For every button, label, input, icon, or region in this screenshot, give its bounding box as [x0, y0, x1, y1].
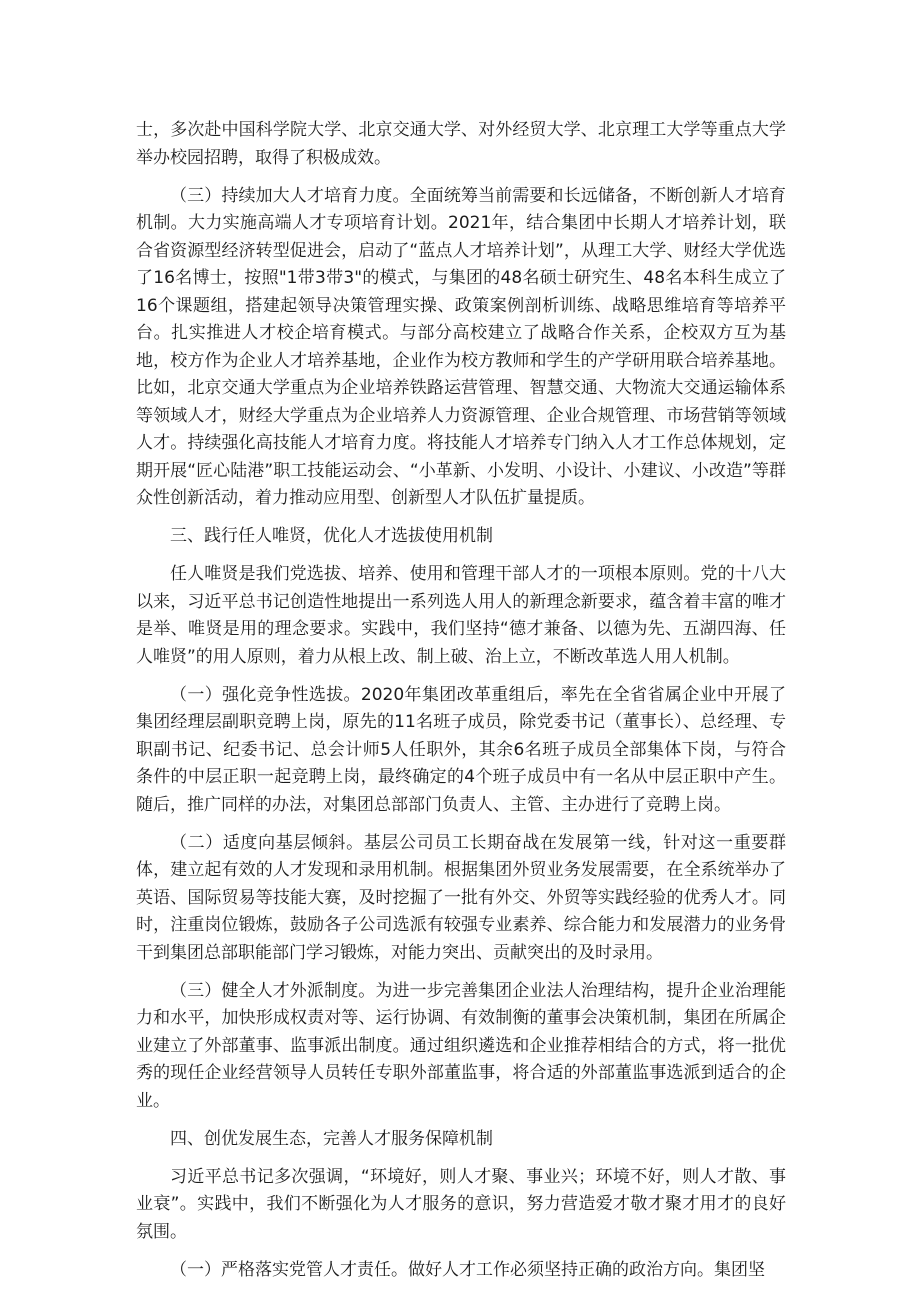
section-heading-3: 三、践行任人唯贤，优化人才选拔使用机制: [170, 526, 493, 546]
section-heading-4: 四、创优发展生态，完善人才服务保障机制: [170, 1128, 493, 1149]
paragraph-campus-recruitment: 士，多次赴中国科学院大学、北京交通大学、对外经贸大学、北京理工大学等重点大学举办校园招聘，取得了积极成效。: [136, 120, 786, 168]
paragraph-party-responsibility: （一）严格落实党管人才责任。做好人才工作必须坚持正确的政治方向。集团坚: [170, 1259, 765, 1280]
paragraph-talent-cultivation: （三）持续加大人才培育力度。全面统筹当前需要和长远储备，不断创新人才培育机制。大力实施高端人才专项培育计划。2021年，结合集团中长期人才培养计划，联合省资源型经济转型促进会，启动了“蓝点人才培养计划”，从理工大学、财经大学优选了16名博士，按照"1带3带3"的模式，与集团的48名硕士研究生、48名本科生成立了16个课题组，搭建起领导决策管理实操、政策案例剖析训练、战略思维培育等培养平台。扎实推进人才校企培育模式。与部分高校建立了战略合作关系，企校双方互为基地，校方作为企业人才培养基地，企业作为校方教师和学生的产学研用联合培养基地。比如，北京交通大学重点为企业培养铁路运营管理、智慧交通、大物流大交通运输体系等领域人才，财经大学重点为企业培养人力资源管理、企业合规管理、市场营销等领域人才。持续强化高技能人才培育力度。将技能人才培养专门纳入人才工作总体规划，定期开展“匠心陆港”职工技能运动会、“小革新、小发明、小设计、小建议、小改造”等群众性创新活动，着力推动应用型、创新型人才队伍扩量提质。: [136, 185, 786, 508]
paragraph-competitive-selection: （一）强化竞争性选拔。2020年集团改革重组后，率先在全省省属企业中开展了集团经理层副职竞聘上岗，原先的11名班子成员，除党委书记（董事长）、总经理、专职副书记、纪委书记、总会计师5人任职外，其余6名班子成员全部集体下岗，与符合条件的中层正职一起竞聘上岗，最终确定的4个班子成员中有一名从中层正职中产生。随后，推广同样的办法，对集团总部部门负责人、主管、主办进行了竞聘上岗。: [136, 684, 786, 815]
paragraph-environment-quote: 习近平总书记多次强调，“环境好，则人才聚、事业兴；环境不好，则人才散、事业衰”。实践中，我们不断强化为人才服务的意识，努力营造爱才敬才聚才用才的良好氛围。: [136, 1166, 786, 1242]
document-page: [136, 117, 786, 1295]
paragraph-merit-principle: 任人唯贤是我们党选拔、培养、使用和管理干部人才的一项根本原则。党的十八大以来，习近平总书记创造性地提出一系列选人用人的新理念新要求，蕴含着丰富的唯才是举、唯贤是用的理念要求。实践中，我们坚持“德才兼备、以德为先、五湖四海、任人唯贤”的用人原则，着力从根上改、制上破、治上立，不断改革选人用人机制。: [136, 564, 786, 667]
paragraph-grassroots: （二）适度向基层倾斜。基层公司员工长期奋战在发展第一线，针对这一重要群体，建立起有效的人才发现和录用机制。根据集团外贸业务发展需要，在全系统举办了英语、国际贸易等技能大赛，及时挖掘了一批有外交、外贸等实践经验的优秀人才。同时，注重岗位锻炼，鼓励各子公司选派有较强专业素养、综合能力和发展潜力的业务骨干到集团总部职能部门学习锻炼，对能力突出、贡献突出的及时录用。: [136, 832, 786, 963]
paragraph-external-directors: （三）健全人才外派制度。为进一步完善集团企业法人治理结构，提升企业治理能力和水平，加快形成权责对等、运行协调、有效制衡的董事会决策机制，集团在所属企业建立了外部董事、监事派出制度。通过组织遴选和企业推荐相结合的方式，将一批优秀的现任企业经营领导人员转任专职外部董监事，将合适的外部董监事选派到适合的企业。: [136, 980, 786, 1111]
